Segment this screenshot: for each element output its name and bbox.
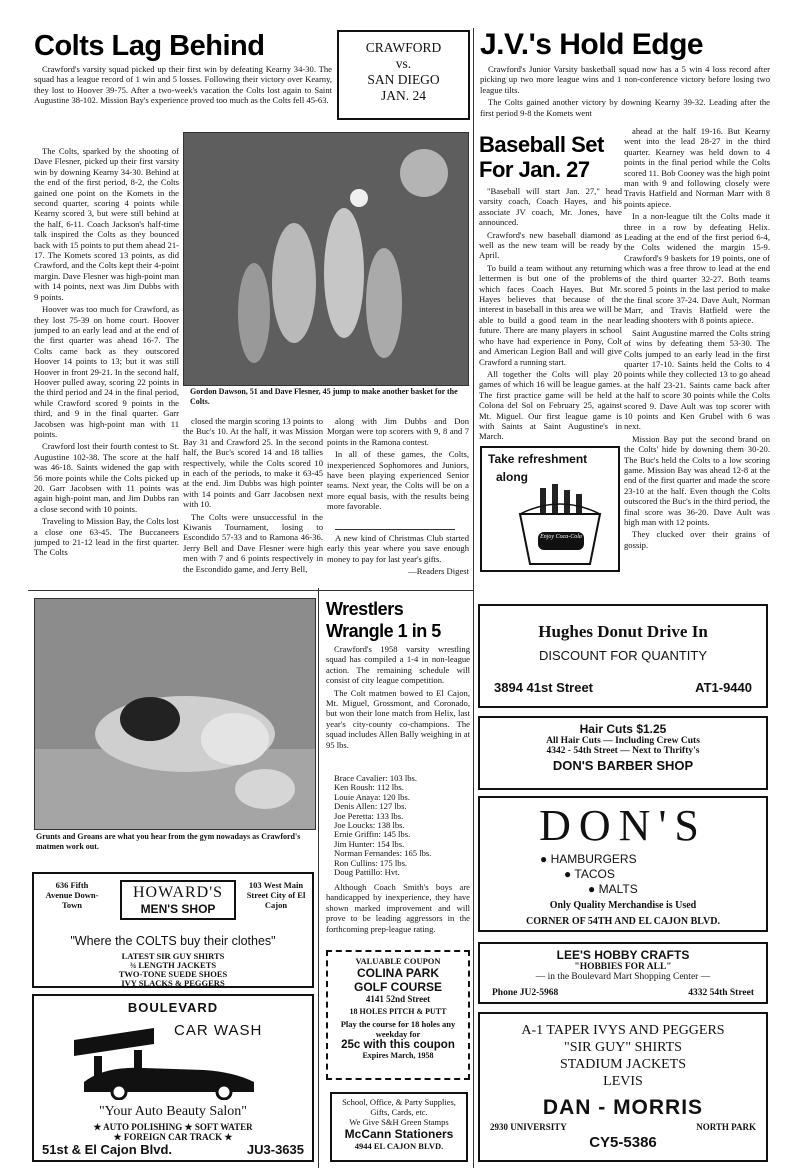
wrestlers-para: Crawford's 1958 varsity wrestling squad has compiled a 1-4 in non-league action. The remaining schedule will consist of city league competition. [326, 644, 470, 686]
colina-line-7: 25c with this coupon [341, 1039, 455, 1051]
howards-name: HOWARD'S [133, 884, 223, 901]
roster-entry: Ernie Griffin: 145 lbs. [334, 829, 411, 840]
carwash-slogan: "Your Auto Beauty Salon" [98, 1104, 248, 1119]
hughes-address: 3894 41st Street [494, 680, 594, 695]
howards-slogan: "Where the COLTS buy their clothes" [70, 934, 276, 948]
barber-line-3: 4342 - 54th Street — Next to Thrifty's [546, 746, 700, 756]
schedule-line-2: vs. [395, 56, 412, 71]
howards-line: LATEST SIR GUY SHIRTS [121, 951, 225, 961]
wrestlers-headline-2: Wrangle 1 in 5 [326, 621, 441, 641]
roster-entry: Ron Cullins: 175 lbs. [334, 857, 408, 868]
barber-line-2: All Hair Cuts — Including Crew Cuts [546, 736, 700, 746]
colina-line-4: 4141 52nd Street [365, 994, 431, 1004]
coke-cooler-icon [490, 484, 614, 568]
dons-menu-item: ● HAMBURGERS [540, 852, 637, 866]
schedule-box [337, 30, 470, 120]
colts-para: closed the margin scoring 13 points to the Buc's 10. At the half, it was Mission Bay 31 and Crawford 25. In the second half, the Buc's scored 14 and 18 tallies respectively, while the Colts scored 10 in each of the periods, to make it 63-45 at the end. Jim Dubbs was high pointer with 14 points and Garr Jacobsen next with 10. [183, 416, 323, 510]
schedule-line-3: SAN DIEGO [367, 72, 440, 87]
wrestling-photo-art [35, 599, 315, 829]
dons-menu [540, 852, 638, 897]
danmorris-ad [478, 1012, 768, 1162]
colts-para: Traveling to Mission Bay, the Colts lost a close one 63-45. The Buccaneers jumped to 21-12 lead in the first quarter. The Colts [34, 516, 179, 558]
howards-subname: MEN'S SHOP [140, 902, 216, 916]
howards-downtown-address: 636 Fifth Avenue Down-Town [45, 880, 99, 910]
colts-headline-block [34, 30, 334, 64]
danmorris-name: DAN - MORRIS [542, 1096, 704, 1119]
jv-para: They clucked over their grains of gossip. [624, 529, 770, 550]
wrestling-photo-caption: Grunts and Groans are what you hear from the gym nowadays as Crawford's matmen work out. [36, 832, 301, 851]
carwash-phone: JU3-3635 [246, 1142, 304, 1157]
danmorris-line: LEVIS [603, 1074, 643, 1089]
mccann-line-2: We Give S&H Green Stamps [349, 1117, 449, 1127]
mccann-line-1: School, Office, & Party Supplies, Gifts, Cards, etc. [342, 1097, 456, 1117]
colts-para: Hoover was too much for Crawford, as they lost 75-39 on home court. Hoover jumped to an early lead and at the end of the first quarter was ahead 16-7. The Colts came back as they outscored Hoover 14 points to 13; but it was still Hoover in front 29-21. In the second half, Hoover pulled away, scoring 22 points in the third period and 24 in the final period, while Crawford scored 9 points in the third, and 9 in the final quarter. Garr Jacobsen was high-point man with 11 points. [34, 304, 179, 439]
lees-tagline: "HOBBIES FOR ALL" [574, 962, 672, 972]
colts-para: Crawford lost their fourth contest to St. Augustine 102-38. The score at the half was 46-18. Saints widened the gap with 56 more points while the Colts picked up 20. Garr Jacobsen with 11 points was again high-point man, and Jim Dubbs ran a close second with 10 points. [34, 441, 179, 514]
jv-para: Saint Augustine marred the Colts string of wins by defeating them 53-30. The Colts jumped to an early lead in the first quarter 17-10. Saints held the Colts to 4 points while they collected 13 to go ahead at the half 23-21. Saints came back after the half to score 30 points while the Colts scored 9. Dave Ault was top scorer with 10 points and Ken Grubel with 6 was next. [624, 327, 770, 432]
baseball-body [479, 186, 622, 444]
carwash-ad [32, 994, 314, 1162]
colts-para: The Colts, sparked by the shooting of Dave Flesner, picked up their first varsity win by downing Kearny 34-30. Behind at the end of the first period, 8-2, the Colts gained one point on the Komets in the second quarter, scoring 4 points while Kearny scored 3, but were still behind at the half, 6-11. Coach Jackson's half-time talk inspired the Colts as they bounced back with 15 points to put them ahead 21-17. The Komets scored 13 points, as did Crawford, and the Colts kept their 4-point margin. Dave Flesner was high-point man with 14 points, next was Jim Dubbs with 9 points. [34, 146, 179, 302]
barber-line-4: DON'S BARBER SHOP [552, 758, 694, 773]
jv-column [624, 126, 770, 624]
baseball-headline-block [479, 132, 622, 184]
roster-entry: Joe Peretta: 133 lbs. [334, 810, 404, 821]
section-rule [28, 590, 473, 591]
hughes-phone: AT1-9440 [695, 680, 752, 695]
lees-address: 4332 54th Street [688, 988, 754, 998]
baseball-para: "Baseball will start Jan. 27," head varsity coach, Coach Hayes, and his associate JV coach, Mr. Jones, have announced. [479, 186, 622, 228]
colina-line-8: Expires March, 1958 [362, 1051, 434, 1060]
roster-entry: Louie Anaya: 120 lbs. [334, 791, 410, 802]
basketball-photo-art [184, 133, 468, 385]
jv-headline-block [480, 28, 770, 64]
colina-line-1: VALUABLE COUPON [355, 956, 441, 966]
carwash-line-1: BOULEVARD [127, 1000, 219, 1015]
hughes-sub: DISCOUNT FOR QUANTITY [538, 648, 708, 663]
carwash-address: 51st & El Cajon Blvd. [42, 1142, 173, 1157]
jv-para: Mission Bay put the second brand on the Colts' hide by downing them 30-20. The Buc's held the Colts to a low scoring game. Mission Bay was ahead 12-8 at the end of the first quarter and made the score 23-10 at the half. Even though the Colts outscored the Buc's in the third period, the final score was 36-20. Dave Ault was high man with 12 points. [624, 433, 770, 528]
lees-ad [478, 942, 768, 1004]
carwash-features-1: ★ AUTO POLISHING ★ SOFT WATER [93, 1122, 253, 1132]
roster-entry: Denis Allen: 127 lbs. [334, 801, 407, 812]
colina-line-2: COLINA PARK [357, 966, 439, 980]
roster-entry: Ken Roush: 112 lbs. [334, 782, 404, 793]
howards-line: ¾ LENGTH JACKETS [129, 960, 217, 970]
carwash-features-2: ★ FOREIGN CAR TRACK ★ [113, 1132, 233, 1142]
filler-text: A new kind of Christmas Club started early this year where you save enough money to pay for last year's gifts. [327, 533, 469, 564]
lees-title: LEE'S HOBBY CRAFTS [556, 948, 690, 962]
colts-intro: Crawford's varsity squad picked up their first win by defeating Kearny 34-30. The squad has a league record of 1 win and 5 losses. Following their victory over Kearny, they lost to Hoover 39-75. After a two-week's vacation the Colts lost again to Saint Augustine 38-102. Mission Bay's experience proved too much as the Colts fell 45-63. [34, 64, 332, 106]
howards-lines [34, 952, 312, 988]
dons-menu-item: ● TACOS [564, 867, 615, 881]
carwash-line-2: CAR WASH [174, 1022, 263, 1039]
baseball-para: Crawford's new baseball diamond as well as the new team will be ready by April. [479, 229, 622, 261]
dons-menu-item: ● MALTS [588, 882, 638, 896]
roster-entry: Jim Hunter: 154 lbs. [334, 838, 405, 849]
column-rule [318, 588, 319, 1168]
colts-para: In all of these games, the Colts, inexperienced Sophomores and Juniors, have been playing experienced Senior teams. Next year, the Colts will be on a more equal basis, with the results being more favorable. [327, 449, 469, 512]
danmorris-line: STADIUM JACKETS [559, 1057, 687, 1072]
wrestlers-headline-block [326, 598, 470, 644]
danmorris-right: NORTH PARK [696, 1122, 756, 1132]
jv-para: Crawford's Junior Varsity basketball squad now has a 5 win 4 loss record after picking up two more league wins and 1 non-conference victory before losing two league tilts. [480, 64, 770, 95]
colts-column-1 [34, 146, 179, 584]
carwash-building-icon [64, 1020, 284, 1100]
lees-phone: Phone JU2-5968 [492, 988, 559, 998]
roster-entry: Doug Pattillo: Hvt. [334, 867, 400, 878]
baseball-para: All together the Colts will play 20 games of which 16 will be league games. The first practice game will be held at Colona del Sol on February 25, against Mt. Miguel. Our first league game is with Saints at Saint Augustine's in March. [479, 368, 622, 442]
column-rule [473, 28, 474, 1168]
jv-para: The Colts gained another victory by downing Kearny 39-32. Leading after the first period 9-8 the Komets went [480, 97, 770, 118]
filler-block [327, 533, 469, 588]
dons-quality: Only Quality Merchandise is Used [549, 900, 697, 911]
hughes-title: Hughes Donut Drive In [538, 622, 708, 641]
wrestlers-headline-1: Wrestlers [326, 599, 404, 619]
baseball-para: To build a team without any returning lettermen is but one of the problems which faces Coach Hayes. But Mr. Hayes believes that because of the interest in baseball in this area we will be able to build a good team in the near future. There are many players in school who have had experience in Pony, Colt and American Legion Ball and will give Crawford a running start. [479, 262, 622, 367]
danmorris-line: "SIR GUY" SHIRTS [564, 1040, 682, 1055]
colina-coupon [326, 950, 470, 1080]
coke-logo: Enjoy Coca-Cola [540, 534, 582, 540]
lees-location: — in the Boulevard Mart Shopping Center — [535, 972, 711, 982]
coke-line-2: along [496, 470, 528, 484]
baseball-headline-1: Baseball Set [479, 132, 604, 157]
coca-cola-ad [480, 446, 620, 572]
danmorris-phone: CY5-5386 [589, 1134, 657, 1151]
danmorris-line: A-1 TAPER IVYS AND PEGGERS [521, 1023, 725, 1038]
baseball-headline-2: For Jan. 27 [479, 157, 590, 182]
coke-line-1: Take refreshment [488, 452, 588, 466]
schedule-line-4: JAN. 24 [380, 88, 426, 103]
barber-line-1: Hair Cuts $1.25 [579, 722, 667, 736]
dons-address: CORNER OF 54TH AND EL CAJON BLVD. [525, 916, 720, 927]
howards-line: TWO-TONE SUEDE SHOES [118, 969, 228, 979]
danmorris-left: 2930 UNIVERSITY [490, 1122, 567, 1132]
hughes-ad [478, 604, 768, 708]
jv-intro [480, 64, 770, 134]
barber-ad [478, 716, 768, 790]
basketball-photo-caption: Gordon Dawson, 51 and Dave Flesner, 45 jump to make another basket for the Colts. [190, 387, 458, 406]
mccann-line-3: McCann Stationers [344, 1127, 454, 1141]
colina-line-5: 18 HOLES PITCH & PUTT [349, 1007, 447, 1016]
wrestlers-para: Although Coach Smith's boys are handicapped by inexperience, they have shown marked improvement and will prove to be leading aggressors in the forthcoming prep-league rating. [326, 882, 470, 934]
wrestlers-roster [334, 774, 470, 880]
jv-para: In a non-league tilt the Colts made it three in a row by defeating Helix. Leading at the end of the first period 6-4, the Colts widened the margin 15-9. Crawford's 9 baskets for 19 points, one of which was a free throw to lead at the end of the third quarter 32-27. Both teams scored 5 points in the last period to make the final score 37-24. Dave Ault, Norman Marr, and Travis Hatfield were the leading shooters with 8 points apiece. [624, 211, 770, 326]
colts-column-2 [183, 416, 323, 586]
colina-line-6: Play the course for 18 holes any weekday for [340, 1019, 456, 1039]
howards-elcajon-address: 103 West Main Street City of El Cajon [246, 880, 306, 910]
colts-para: along with Jim Dubbs and Don Morgan were top scorers with 9, 8 and 7 points in the Ramona contest. [327, 416, 469, 447]
wrestlers-para: The Colt matmen bowed to El Cajon, Mt. Miguel, Grossmont, and Coronado, but won their lone match from Helix, last year's city-county co-champions. The squad includes Allen Bally weighing in at 95 lbs. [326, 687, 470, 750]
roster-entry: Joe Loucks: 138 lbs. [334, 820, 405, 831]
colina-line-3: GOLF COURSE [353, 980, 442, 994]
mccann-ad [330, 1092, 468, 1162]
colts-headline: Colts Lag Behind [34, 30, 265, 62]
dons-title: DON'S [539, 801, 707, 850]
colts-para: The Colts were unsuccessful in the Kiwanis Tournament, losing to Escondido 57-33 and to Ramona 46-36. Jerry Bell and Dave Flesner were high men with 7 and 6 points respectively in the Escondido game, and Jerry Bell, [183, 511, 323, 574]
howards-logo [120, 880, 236, 920]
colts-column-3 [327, 416, 469, 528]
mccann-line-4: 4944 EL CAJON BLVD. [354, 1141, 444, 1151]
filler-credit: —Readers Digest [408, 566, 469, 577]
wrestlers-closing [326, 882, 470, 942]
howards-line: IVY SLACKS & PEGGERS [121, 978, 225, 988]
wrestlers-body [326, 644, 470, 772]
filler-rule [335, 529, 455, 530]
schedule-line-1: CRAWFORD [365, 40, 442, 55]
dons-ad [478, 796, 768, 932]
roster-entry: Norman Fernandes: 165 lbs. [334, 848, 432, 859]
howards-ad [32, 872, 314, 988]
roster-entry: Brace Cavalier: 103 lbs. [334, 774, 418, 783]
jv-headline: J.V.'s Hold Edge [480, 28, 704, 61]
basketball-photo [183, 132, 469, 386]
danmorris-lines [480, 1022, 766, 1090]
jv-para: ahead at the half 19-16. But Kearny went into the lead 28-27 in the third quarter. Kearney was held down to 4 points in the final period while the Colts scored 11. Bob Cooney was the high point man with 9 and following closely were Travis Hatfield and Norman Marr with 8 points apiece. [624, 126, 770, 209]
wrestling-photo [34, 598, 316, 830]
